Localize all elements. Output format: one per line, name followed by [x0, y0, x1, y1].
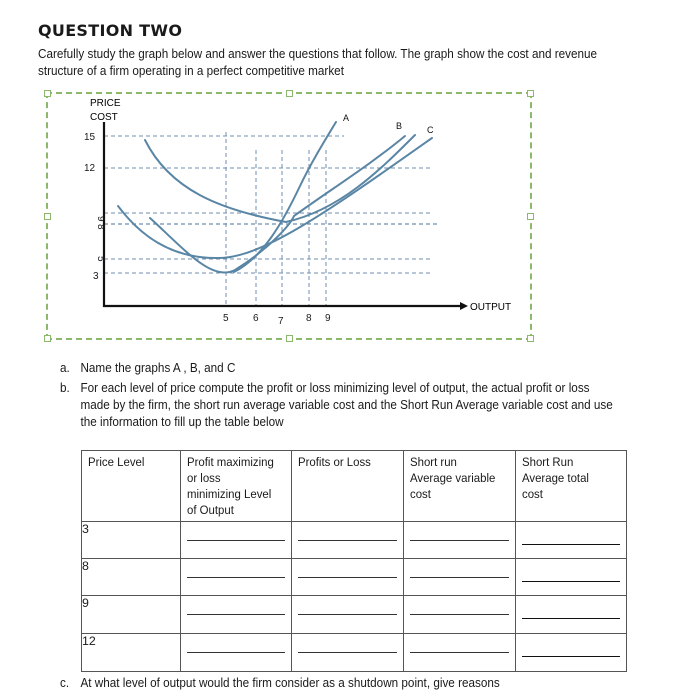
answer-cell[interactable] — [404, 596, 516, 634]
y-tick-3: 3 — [93, 271, 99, 282]
x-axis-arrow — [460, 302, 468, 310]
x-tick-7: 7 — [278, 316, 284, 327]
question-intro: Carefully study the graph below and answer the questions that follow. The graph show the cost and revenue structure of a firm operating in a perfect competitive market — [38, 47, 598, 78]
x-tick-5: 5 — [223, 313, 229, 324]
answer-cell[interactable] — [292, 596, 404, 634]
y-tick-9: 9 — [95, 216, 106, 222]
question-c — [60, 676, 637, 690]
x-tick-6: 6 — [253, 313, 259, 324]
question-c-text: At what level of output would the firm consider as a shutdown point, give reasons — [80, 676, 500, 690]
y-tick-8: 8 — [95, 224, 106, 230]
answer-cell[interactable] — [292, 522, 404, 559]
curve-c-upper-path — [294, 136, 405, 216]
answer-cell[interactable] — [404, 522, 516, 559]
y-axis-label-cost: COST — [90, 112, 118, 123]
y-axis-label-price: PRICE — [90, 98, 121, 109]
table-row — [82, 596, 627, 634]
curve-label-b: B — [396, 121, 403, 131]
answer-cell[interactable] — [516, 522, 627, 559]
question-b-text: For each level of price compute the profit or loss minimizing level of output, the actual profit or loss made by the firm, the short run average variable cost and the Short Run Average variable cost and use the information to fill up the table below — [80, 381, 613, 429]
x-axis-label-output: OUTPUT — [470, 302, 512, 313]
question-a-letter: a. — [60, 361, 70, 375]
answer-table — [81, 450, 627, 672]
price-cell: 9 — [82, 596, 181, 634]
header-atc: Short Run Average total cost — [516, 451, 627, 522]
x-tick-8: 8 — [306, 313, 312, 324]
y-tick-15: 15 — [84, 132, 96, 143]
question-c-letter: c. — [60, 676, 70, 690]
answer-cell[interactable] — [404, 559, 516, 596]
question-title: QUESTION TWO — [38, 21, 183, 40]
header-price-level: Price Level — [82, 451, 181, 522]
questions-list — [60, 360, 640, 431]
curve-label-a: A — [343, 113, 350, 123]
header-output: Profit maximizing or loss minimizing Level of Output — [181, 451, 292, 522]
answer-cell[interactable] — [181, 522, 292, 559]
curve-label-c: C — [427, 125, 434, 135]
price-cell: 12 — [82, 634, 181, 672]
table-header-row — [82, 451, 627, 522]
answer-cell[interactable] — [292, 634, 404, 672]
answer-cell[interactable] — [181, 596, 292, 634]
question-a — [60, 360, 637, 377]
x-tick-9: 9 — [325, 313, 331, 324]
answer-cell[interactable] — [404, 634, 516, 672]
answer-cell[interactable] — [516, 559, 627, 596]
table-row — [82, 522, 627, 559]
answer-cell[interactable] — [181, 559, 292, 596]
header-avc: Short run Average variable cost — [404, 451, 516, 522]
answer-cell[interactable] — [516, 634, 627, 672]
y-tick-12: 12 — [84, 163, 96, 174]
answer-cell[interactable] — [516, 596, 627, 634]
table-row — [82, 634, 627, 672]
price-cell: 3 — [82, 522, 181, 559]
table-row — [82, 559, 627, 596]
answer-cell[interactable] — [292, 559, 404, 596]
y-tick-5: 5 — [95, 256, 106, 262]
question-a-text: Name the graphs A , B, and C — [80, 361, 236, 375]
question-b-letter: b. — [60, 381, 70, 395]
price-cell: 8 — [82, 559, 181, 596]
header-profit-loss: Profits or Loss — [292, 451, 404, 522]
question-b — [60, 380, 618, 431]
answer-cell[interactable] — [181, 634, 292, 672]
